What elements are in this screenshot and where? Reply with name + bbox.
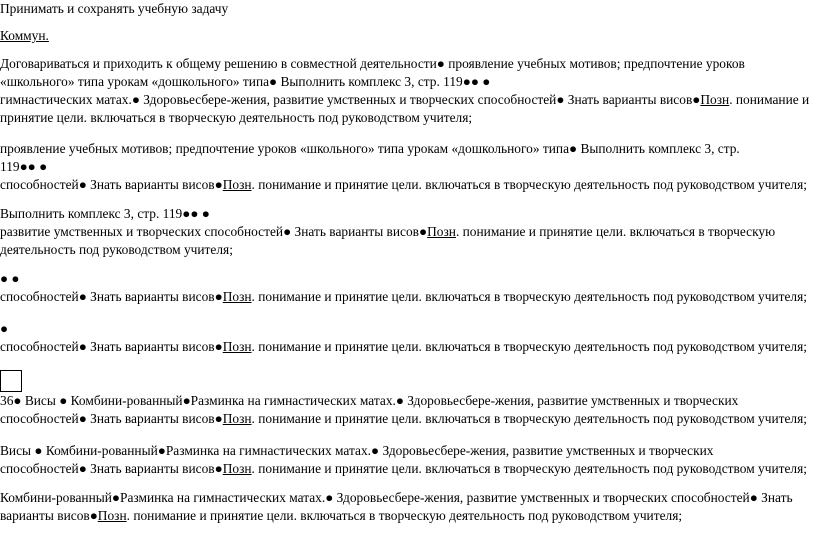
text-run: . понимание и принятие цели. включаться в творческую деятельность под руководством учителя;	[126, 508, 683, 523]
text-run: принятие цели. включаться в творческую деятельность под руководством учителя;	[0, 110, 473, 125]
text-line	[0, 320, 816, 338]
underlined-term: Позн	[222, 411, 252, 426]
text-run: развитие умственных и творческих способностей● Знать варианты висов●	[0, 224, 428, 239]
text-line	[0, 489, 816, 507]
text-line	[0, 109, 816, 127]
text-run: . понимание и принятие цели. включаться в творческую деятельность под руководством учителя;	[251, 461, 807, 476]
text-block	[0, 489, 816, 525]
text-line	[0, 288, 816, 306]
text-line	[0, 460, 816, 478]
text-line	[0, 270, 816, 288]
text-block	[0, 55, 816, 127]
text-run: Выполнить комплекс 3, стр. 119●● ●	[0, 206, 210, 221]
text-block	[0, 140, 816, 194]
text-run: способностей● Знать варианты висов●	[0, 339, 223, 354]
text-run: . понимание и принятие цели. включаться в творческую деятельность под руководством учителя;	[251, 177, 807, 192]
text-run: способностей● Знать варианты висов●	[0, 289, 223, 304]
text-run: 119●● ●	[0, 159, 48, 174]
text-block	[0, 320, 816, 356]
text-line	[0, 507, 816, 525]
text-line	[0, 205, 816, 223]
text-block	[0, 205, 816, 259]
underlined-term: Позн	[427, 224, 456, 239]
section-label: Коммун.	[0, 28, 49, 43]
text-run: . понимание и принятие цели. включаться в творческую деятельность под руководством учителя;	[251, 411, 807, 426]
heading-line	[0, 0, 816, 18]
page-title: Принимать и сохранять учебную задачу	[0, 1, 229, 16]
text-block	[0, 442, 816, 478]
text-line	[0, 410, 816, 428]
text-line	[0, 55, 816, 73]
text-line	[0, 158, 816, 176]
underlined-term: Позн	[222, 339, 252, 354]
underlined-term: Позн	[700, 92, 730, 107]
text-block	[0, 392, 816, 428]
underlined-term: Позн	[222, 461, 252, 476]
text-run: деятельность под руководством учителя;	[0, 242, 233, 257]
subheading-line	[0, 27, 816, 45]
text-line	[0, 176, 816, 194]
text-run: «школьного» типа урокам «дошкольного» типа● Выполнить комплекс 3, стр. 119●● ●	[0, 74, 491, 89]
underlined-term: Позн	[222, 289, 252, 304]
text-run: . понимание и принятие цели. включаться в творческую	[455, 224, 776, 239]
text-run: 36● Висы ● Комбини-рованный●Разминка на гимнастических матах.● Здоровьесбере-жения, развитие умственных и творческих	[0, 393, 739, 408]
text-run: Договариваться и приходить к общему решению в совместной деятельности● проявление учебных мотивов; предпочтение уроков	[0, 56, 745, 71]
text-run: Комбини-рованный●Разминка на гимнастических матах.● Здоровьесбере-жения, развитие умственных и творческих способностей● Знать	[0, 490, 793, 505]
text-run: Висы ● Комбини-рованный●Разминка на гимнастических матах.● Здоровьесбере-жения, развитие умственных и творческих	[0, 443, 714, 458]
text-line	[0, 392, 816, 410]
text-run: способностей● Знать варианты висов●	[0, 177, 223, 192]
text-line	[0, 140, 816, 158]
text-run: . понимание и принятие цели. включаться в творческую деятельность под руководством учителя;	[251, 289, 807, 304]
text-line	[0, 73, 816, 91]
text-run: ●	[0, 321, 9, 336]
text-line	[0, 91, 816, 109]
text-run: гимнастических матах.● Здоровьесбере-жения, развитие умственных и творческих способностей● Знать варианты висов●	[0, 92, 701, 107]
text-line	[0, 223, 816, 241]
text-run: способностей● Знать варианты висов●	[0, 411, 223, 426]
text-run: проявление учебных мотивов; предпочтение уроков «школьного» типа урокам «дошкольного» типа● Выполнить комплекс 3, стр.	[0, 141, 740, 156]
text-run: . понимание и принятие цели. включаться в творческую деятельность под руководством учителя;	[251, 339, 807, 354]
underlined-term: Позн	[97, 508, 127, 523]
text-line	[0, 442, 816, 460]
text-run: варианты висов●	[0, 508, 98, 523]
empty-checkbox-frame	[0, 370, 22, 392]
text-run: ● ●	[0, 271, 20, 286]
text-run: . понимание и	[729, 92, 810, 107]
text-line	[0, 241, 816, 259]
underlined-term: Позн	[222, 177, 252, 192]
text-line	[0, 338, 816, 356]
text-block	[0, 270, 816, 306]
text-run: способностей● Знать варианты висов●	[0, 461, 223, 476]
